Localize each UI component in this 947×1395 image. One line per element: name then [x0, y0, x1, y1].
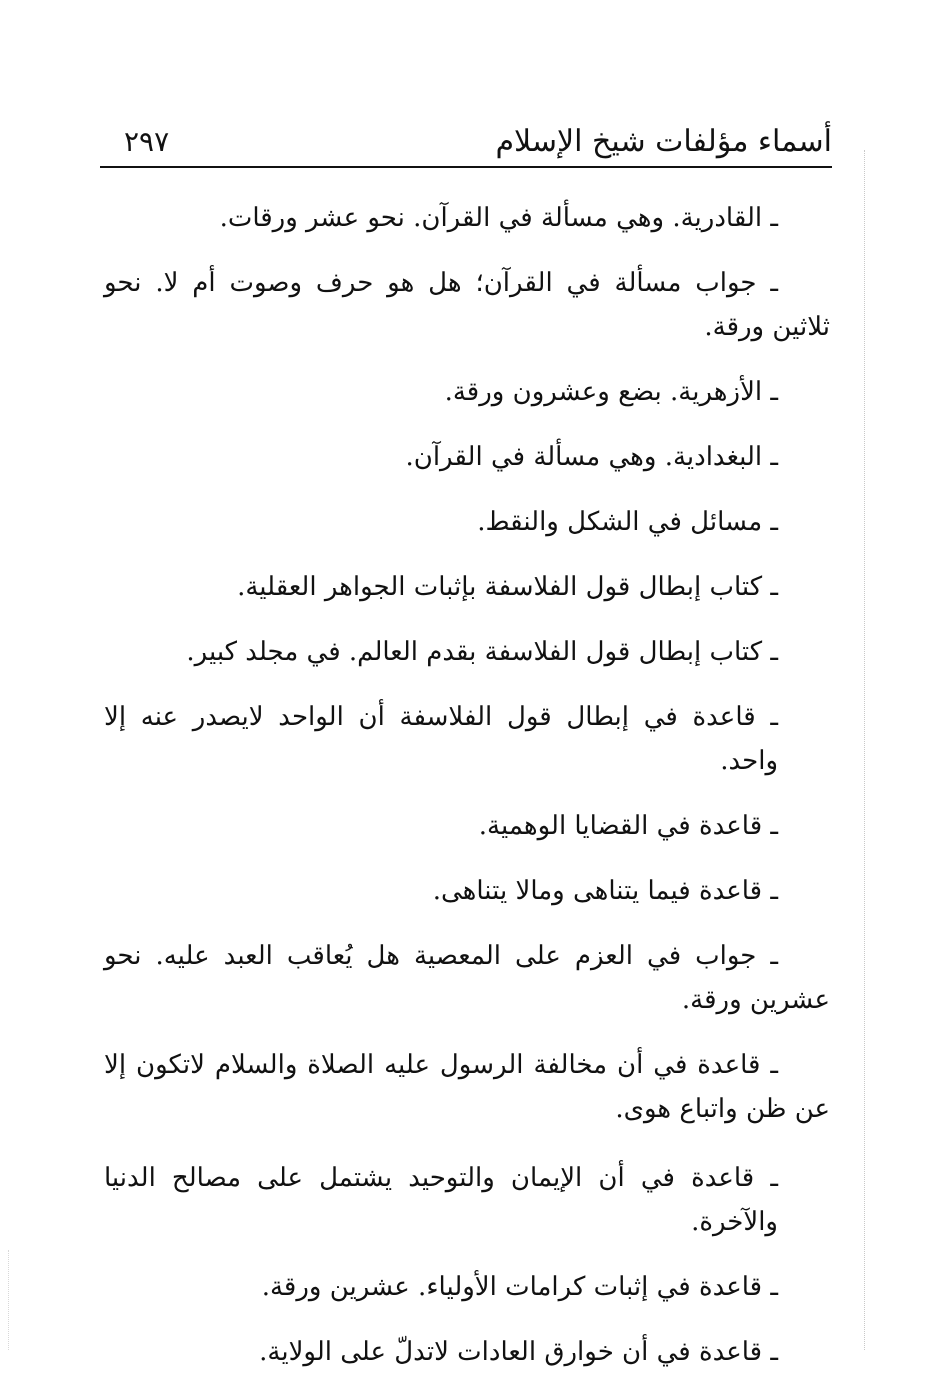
running-header — [100, 118, 832, 168]
list-item: ـ جواب مسألة في القرآن؛ هل هو حرف وصوت أم لا. نحو ثلاثين ورقة. — [104, 268, 830, 342]
scan-edge-dots — [863, 150, 865, 1350]
list-item: ـ كتاب إبطال قول الفلاسفة بقدم العالم. في مجلد كبير. — [186, 637, 778, 667]
list-item: ـ قاعدة في إبطال قول الفلاسفة أن الواحد لايصدر عنه إلا واحد. — [104, 702, 778, 776]
list-item: ـ جواب في العزم على المعصية هل يُعاقب العبد عليه. نحو عشرين ورقة. — [104, 941, 830, 1015]
list-item: ـ قاعدة في أن خوارق العادات لاتدلّ على الولاية. — [259, 1337, 778, 1367]
list-item: ـ مسائل في الشكل والنقط. — [477, 507, 778, 537]
list-item: ـ الأزهرية. بضع وعشرون ورقة. — [444, 377, 778, 407]
list-item: ـ قاعدة فيما يتناهى ومالا يتناهى. — [432, 876, 778, 906]
scan-edge-dots-left — [8, 1250, 10, 1350]
list-item: ـ القادرية. وهي مسألة في القرآن. نحو عشر ورقات. — [219, 203, 778, 233]
list-item: ـ قاعدة في أن مخالفة الرسول عليه الصلاة والسلام لاتكون إلا عن ظن واتباع هوى. — [104, 1050, 830, 1124]
page-number: ٢٩٧ — [124, 125, 170, 158]
entries-list — [104, 196, 830, 1395]
list-item: ـ كتاب إبطال قول الفلاسفة بإثبات الجواهر العقلية. — [237, 572, 778, 602]
list-item: ـ قاعدة في إثبات كرامات الأولياء. عشرين ورقة. — [261, 1272, 778, 1302]
list-item: ـ قاعدة في القضايا الوهمية. — [478, 811, 778, 841]
header-title: أسماء مؤلفات شيخ الإسلام — [495, 124, 832, 159]
list-item: ـ البغدادية. وهي مسألة في القرآن. — [405, 442, 778, 472]
list-item: ـ قاعدة في أن الإيمان والتوحيد يشتمل على مصالح الدنيا والآخرة. — [104, 1163, 778, 1237]
